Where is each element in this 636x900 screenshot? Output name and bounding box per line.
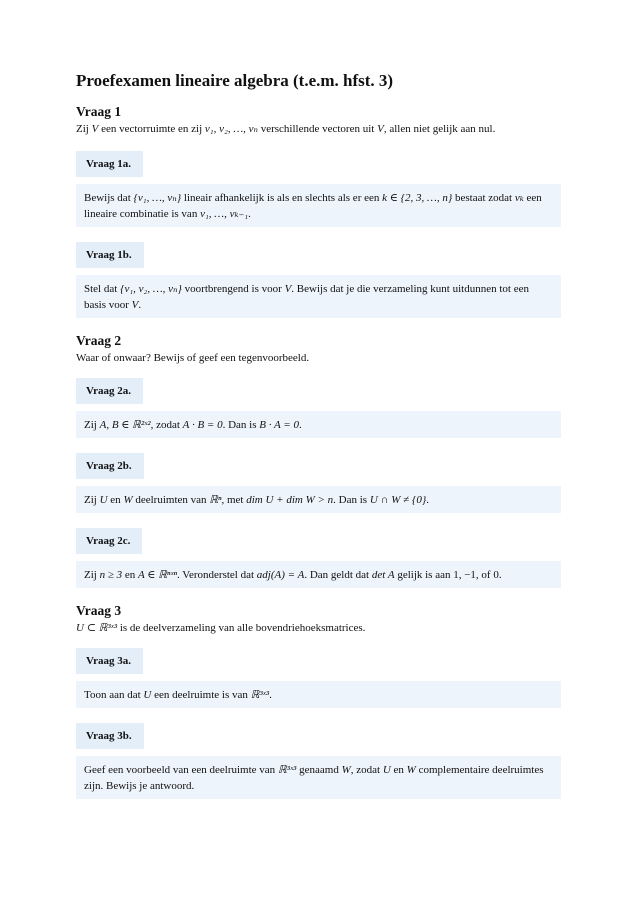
document-body bbox=[76, 70, 561, 799]
question-1b-body: Stel dat {v₁, v₂, …, vₙ} voortbrengend is voor V. Bewijs dat je die verzameling kunt uitdunnen tot een basis voor V. bbox=[76, 275, 561, 318]
question-3-intro: U ⊂ ℝ³ˣ³ is de deelverzameling van alle bovendriehoeksmatrices. bbox=[76, 622, 366, 634]
question-2c-label: Vraag 2c. bbox=[76, 528, 142, 554]
question-1b bbox=[76, 242, 561, 318]
question-2a-label: Vraag 2a. bbox=[76, 378, 143, 404]
math-v: V bbox=[91, 123, 99, 135]
question-1a-label: Vraag 1a. bbox=[76, 151, 143, 177]
question-3b bbox=[76, 723, 561, 799]
question-2b-label: Vraag 2b. bbox=[76, 453, 144, 479]
question-2b-body: Zij U en W deelruimten van ℝⁿ, met dim U + dim W > n. Dan is U ∩ W ≠ {0}. bbox=[76, 486, 561, 513]
question-2a bbox=[76, 378, 561, 438]
question-1b-label: Vraag 1b. bbox=[76, 242, 144, 268]
question-3a-body: Toon aan dat U een deelruimte is van ℝ³ˣ³. bbox=[76, 681, 561, 708]
question-3a bbox=[76, 648, 561, 708]
question-2a-body: Zij A, B ∈ ℝ²ˣ², zodat A · B = 0. Dan is B · A = 0. bbox=[76, 411, 561, 438]
question-1-heading: Vraag 1 bbox=[76, 104, 122, 119]
page-title: Proefexamen lineaire algebra (t.e.m. hfst. 3) bbox=[76, 71, 394, 90]
question-2c-body: Zij n ≥ 3 en A ∈ ℝⁿˣⁿ. Veronderstel dat adj(A) = A. Dan geldt dat det A gelijk is aan 1, −1, of 0. bbox=[76, 561, 561, 588]
question-3b-body: Geef een voorbeeld van een deelruimte van ℝ³ˣ³ genaamd W, zodat U en W complementaire deelruimtes zijn. Bewijs je antwoord. bbox=[76, 756, 561, 799]
question-3a-label: Vraag 3a. bbox=[76, 648, 143, 674]
question-3b-label: Vraag 3b. bbox=[76, 723, 144, 749]
question-2-intro: Waar of onwaar? Bewijs of geef een tegenvoorbeeld. bbox=[76, 352, 310, 364]
question-1a bbox=[76, 151, 561, 227]
math-vector-list: v₁, v₂, …, vₙ bbox=[204, 123, 258, 135]
question-3-heading: Vraag 3 bbox=[76, 603, 122, 618]
question-2c bbox=[76, 528, 561, 588]
question-1a-body: Bewijs dat {v₁, …, vₙ} lineair afhankelijk is als en slechts als er een k ∈ {2, 3, …, n} bestaat zodat vₖ een lineaire combinatie is van v₁, …, vₖ₋₁. bbox=[76, 184, 561, 227]
question-2-heading: Vraag 2 bbox=[76, 333, 122, 348]
question-2b bbox=[76, 453, 561, 513]
question-1-intro: Zij V een vectorruimte en zij v₁, v₂, …, vₙ verschillende vectoren uit V, allen niet gelijk aan nul. bbox=[76, 123, 496, 135]
